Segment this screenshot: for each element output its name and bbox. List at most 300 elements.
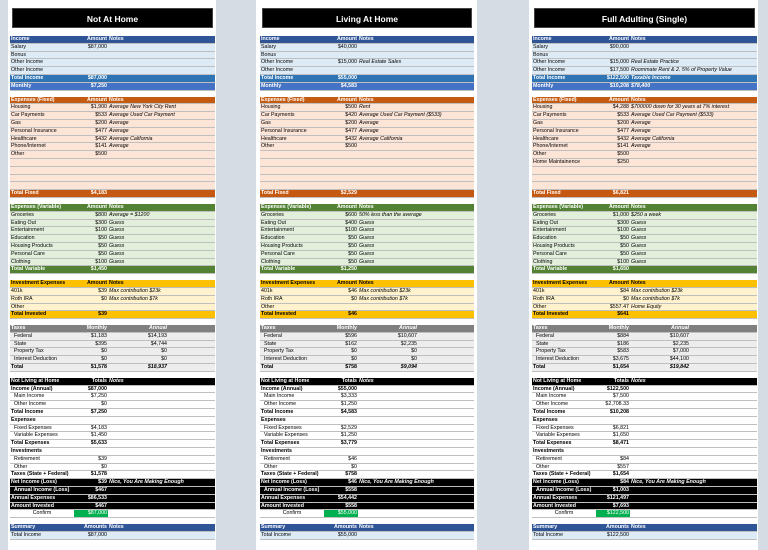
summary-row[interactable] bbox=[532, 393, 757, 401]
fixed-row[interactable] bbox=[260, 120, 474, 128]
variable-row[interactable] bbox=[532, 251, 757, 259]
label-cell: Personal Care bbox=[533, 250, 567, 257]
summary-row[interactable] bbox=[532, 401, 757, 409]
summary-row[interactable] bbox=[10, 432, 215, 440]
income-row[interactable] bbox=[10, 52, 215, 60]
note-cell: Notes bbox=[359, 96, 374, 103]
label-cell: Personal Insurance bbox=[11, 127, 57, 134]
note-cell: Notes bbox=[109, 280, 124, 287]
fixed-row[interactable] bbox=[532, 151, 757, 159]
summary-row[interactable] bbox=[260, 432, 474, 440]
invest-header bbox=[10, 280, 215, 288]
note-cell bbox=[358, 440, 474, 447]
taxes-row[interactable] bbox=[260, 356, 474, 364]
fixed-row[interactable] bbox=[260, 182, 474, 190]
label-cell bbox=[532, 175, 596, 182]
label-cell: Income bbox=[533, 36, 552, 42]
note-cell: Max contribution $23k bbox=[359, 287, 411, 294]
note-cell: Taxable Income bbox=[631, 74, 671, 81]
label-cell: Total bbox=[261, 364, 274, 371]
value-cell: $100 bbox=[95, 258, 107, 265]
value-cell bbox=[74, 175, 108, 182]
value-cell: $3,675 bbox=[612, 356, 629, 363]
value-cell: $4,583 bbox=[340, 409, 357, 416]
variable-row[interactable] bbox=[10, 235, 215, 243]
value-cell: Amount bbox=[608, 36, 629, 42]
label-cell: Total Income bbox=[533, 532, 564, 539]
invest-row[interactable] bbox=[10, 304, 215, 312]
label-cell: Federal bbox=[536, 332, 554, 339]
income-monthly bbox=[532, 83, 757, 91]
fixed-row[interactable] bbox=[532, 143, 757, 151]
value-cell: $500 bbox=[95, 151, 107, 158]
value-cell: $200 bbox=[617, 119, 629, 126]
variable-row[interactable] bbox=[10, 227, 215, 235]
summary-row[interactable] bbox=[532, 417, 757, 425]
label-cell: Main Income bbox=[264, 393, 295, 400]
label-cell: Other bbox=[261, 303, 275, 310]
label-cell: Expenses bbox=[261, 416, 286, 423]
summary-row[interactable] bbox=[10, 417, 215, 425]
value-cell: $0 bbox=[101, 348, 107, 355]
value-cell: $500 bbox=[617, 151, 629, 158]
taxes-row[interactable] bbox=[10, 356, 215, 364]
note-cell: Guess bbox=[359, 227, 375, 234]
note-cell bbox=[108, 401, 215, 408]
panel-living-at-home bbox=[260, 0, 474, 550]
label-cell: Income (Annual) bbox=[261, 385, 303, 392]
summary-row[interactable] bbox=[260, 440, 474, 448]
panel-title: Full Adulting (Single) bbox=[534, 8, 755, 28]
summary-row[interactable] bbox=[10, 456, 215, 464]
variable-row[interactable] bbox=[532, 243, 757, 251]
value-cell: Amount bbox=[336, 96, 357, 103]
taxes-row[interactable] bbox=[260, 341, 474, 349]
invest-row[interactable] bbox=[10, 296, 215, 304]
taxes-row[interactable] bbox=[532, 356, 757, 364]
note-cell bbox=[358, 432, 474, 439]
fixed-row[interactable] bbox=[10, 175, 215, 183]
summary-row[interactable] bbox=[260, 448, 474, 456]
fixed-row[interactable] bbox=[532, 128, 757, 136]
note-cell: Average bbox=[631, 143, 651, 150]
label-cell: Other Income bbox=[533, 59, 566, 66]
note-cell bbox=[108, 532, 215, 539]
income-row[interactable] bbox=[10, 59, 215, 67]
label-cell: Total Income bbox=[533, 409, 566, 416]
summary-row[interactable] bbox=[10, 401, 215, 409]
variable-row[interactable] bbox=[10, 220, 215, 228]
fixed-row[interactable] bbox=[10, 104, 215, 112]
fixed-row[interactable] bbox=[260, 151, 474, 159]
note-cell bbox=[630, 190, 757, 197]
note-cell bbox=[630, 182, 757, 189]
label-cell: Total Income bbox=[261, 74, 294, 81]
note-cell bbox=[358, 167, 474, 174]
note-cell bbox=[358, 487, 474, 494]
value-cell: $46 bbox=[348, 479, 357, 486]
value-cell bbox=[324, 159, 358, 166]
label-cell: Not Living at Home bbox=[261, 377, 310, 384]
note-cell bbox=[358, 304, 474, 311]
note-cell bbox=[358, 52, 474, 59]
fixed-total bbox=[532, 190, 757, 198]
note-cell bbox=[108, 432, 215, 439]
value-cell: $55,000 bbox=[337, 532, 357, 539]
note-cell: $4,744 bbox=[150, 340, 167, 347]
summary-footer-header bbox=[532, 524, 757, 532]
value-cell: $50 bbox=[98, 235, 107, 242]
value-cell bbox=[324, 175, 358, 182]
value-cell: $477 bbox=[95, 127, 107, 134]
variable-row[interactable] bbox=[260, 212, 474, 220]
summary-row[interactable] bbox=[532, 448, 757, 456]
summary-row[interactable] bbox=[532, 440, 757, 448]
fixed-row[interactable] bbox=[260, 143, 474, 151]
taxes-row[interactable] bbox=[260, 348, 474, 356]
summary-row[interactable] bbox=[532, 386, 757, 394]
label-cell: Roth IRA bbox=[533, 295, 555, 302]
variable-row[interactable] bbox=[260, 259, 474, 267]
variable-row[interactable] bbox=[10, 251, 215, 259]
note-cell: Guess bbox=[631, 250, 647, 257]
fixed-row[interactable] bbox=[260, 159, 474, 167]
label-cell bbox=[532, 182, 596, 189]
variable-row[interactable] bbox=[10, 243, 215, 251]
note-cell bbox=[358, 417, 474, 424]
value-cell: $40,000 bbox=[337, 43, 357, 50]
fixed-row[interactable] bbox=[260, 175, 474, 183]
fixed-row[interactable] bbox=[532, 159, 757, 167]
note-cell: Guess bbox=[109, 227, 125, 234]
note-cell: Max contribution $23k bbox=[109, 287, 161, 294]
value-cell: $758 bbox=[345, 364, 357, 371]
summary-row[interactable] bbox=[532, 409, 757, 417]
gutter-left bbox=[0, 0, 8, 550]
income-row[interactable] bbox=[10, 67, 215, 75]
value-cell bbox=[596, 175, 630, 182]
fixed-row[interactable] bbox=[532, 136, 757, 144]
label-cell: Eating Out bbox=[533, 219, 559, 226]
summary-row[interactable] bbox=[260, 393, 474, 401]
panel-title: Living At Home bbox=[262, 8, 472, 28]
value-cell: Amount bbox=[608, 280, 629, 287]
fixed-row[interactable] bbox=[10, 182, 215, 190]
label-cell: Other Income bbox=[14, 401, 47, 408]
invest-header bbox=[532, 280, 757, 288]
summary-row[interactable] bbox=[10, 393, 215, 401]
note-cell: $44,100 bbox=[669, 356, 689, 363]
fixed-row[interactable] bbox=[10, 159, 215, 167]
summary-row[interactable] bbox=[10, 409, 215, 417]
value-cell: $3,333 bbox=[340, 393, 357, 400]
value-cell: $4,288 bbox=[612, 104, 629, 111]
fixed-row[interactable] bbox=[532, 167, 757, 175]
value-cell: $0 bbox=[101, 463, 107, 470]
summary-row[interactable] bbox=[260, 456, 474, 464]
label-cell: Other bbox=[14, 463, 28, 470]
summary-dark-row bbox=[10, 503, 215, 511]
label-cell: Expenses (Variable) bbox=[533, 203, 584, 210]
note-cell bbox=[358, 151, 474, 158]
variable-row[interactable] bbox=[532, 227, 757, 235]
value-cell: $122,500 bbox=[606, 385, 629, 392]
label-cell: Interest Deduction bbox=[14, 356, 57, 363]
label-cell: Groceries bbox=[261, 211, 284, 218]
value-cell: Amount bbox=[336, 36, 357, 42]
value-cell: $1,650 bbox=[612, 266, 629, 273]
value-cell: $1,183 bbox=[90, 332, 107, 339]
value-cell: $141 bbox=[95, 143, 107, 150]
label-cell: Variable Expenses bbox=[264, 432, 308, 439]
note-cell bbox=[108, 386, 215, 393]
label-cell: Investment Expenses bbox=[533, 280, 588, 287]
fixed-row[interactable] bbox=[260, 128, 474, 136]
variable-row[interactable] bbox=[260, 227, 474, 235]
label-cell bbox=[260, 151, 324, 158]
label-cell: Other Income bbox=[533, 67, 566, 74]
invest-row[interactable] bbox=[532, 288, 757, 296]
variable-row[interactable] bbox=[532, 235, 757, 243]
fixed-row[interactable] bbox=[532, 104, 757, 112]
summary-row[interactable] bbox=[260, 425, 474, 433]
fixed-row[interactable] bbox=[532, 112, 757, 120]
variable-row[interactable] bbox=[260, 235, 474, 243]
label-cell: Housing Products bbox=[533, 242, 575, 249]
fixed-row[interactable] bbox=[10, 151, 215, 159]
label-cell: Taxes (State + Federal) bbox=[533, 471, 591, 478]
fixed-row[interactable] bbox=[10, 167, 215, 175]
label-cell: Monthly bbox=[11, 82, 32, 89]
confirm-label: Confirm bbox=[282, 510, 302, 517]
label-cell: Property Tax bbox=[14, 348, 44, 355]
fixed-row[interactable] bbox=[10, 136, 215, 144]
note-cell bbox=[108, 448, 215, 455]
note-cell: Average bbox=[359, 119, 379, 126]
income-row[interactable] bbox=[260, 52, 474, 60]
value-cell bbox=[74, 182, 108, 189]
variable-row[interactable] bbox=[532, 220, 757, 228]
value-cell: $87,000 bbox=[87, 43, 107, 50]
note-cell: Max contribution $7k bbox=[631, 295, 680, 302]
variable-row[interactable] bbox=[260, 251, 474, 259]
summary-row[interactable] bbox=[260, 417, 474, 425]
note-cell bbox=[108, 159, 215, 166]
fixed-row[interactable] bbox=[10, 143, 215, 151]
summary-row[interactable] bbox=[260, 409, 474, 417]
taxes-row[interactable] bbox=[532, 333, 757, 341]
label-cell: Bonus bbox=[11, 51, 27, 58]
taxes-row[interactable] bbox=[10, 341, 215, 349]
fixed-row[interactable] bbox=[260, 104, 474, 112]
value-cell: $300 bbox=[95, 219, 107, 226]
invest-total bbox=[260, 311, 474, 319]
invest-row[interactable] bbox=[532, 304, 757, 312]
note-cell: Guess bbox=[631, 258, 647, 265]
summary-row[interactable] bbox=[10, 425, 215, 433]
value-cell: Monthly bbox=[608, 325, 629, 332]
summary-footer-header bbox=[10, 524, 215, 532]
value-cell: $533 bbox=[617, 112, 629, 119]
label-cell: Salary bbox=[533, 43, 549, 50]
note-cell: Notes bbox=[631, 203, 646, 210]
note-cell bbox=[630, 401, 757, 408]
note-cell bbox=[630, 159, 757, 166]
summary-dark-row bbox=[10, 479, 215, 487]
value-cell: $50 bbox=[348, 242, 357, 249]
note-cell: $18,937 bbox=[147, 364, 167, 371]
value-cell: $122,500 bbox=[606, 74, 629, 81]
value-cell bbox=[74, 159, 108, 166]
income-row[interactable] bbox=[532, 59, 757, 67]
label-cell: Annual Income (Loss) bbox=[264, 487, 320, 494]
taxes-row[interactable] bbox=[532, 348, 757, 356]
summary-row[interactable] bbox=[10, 471, 215, 479]
label-cell: Investment Expenses bbox=[11, 280, 66, 287]
fixed-row[interactable] bbox=[260, 167, 474, 175]
summary-header bbox=[10, 378, 215, 386]
fixed-row[interactable] bbox=[532, 175, 757, 183]
note-cell: Notes bbox=[359, 36, 374, 42]
variable-row[interactable] bbox=[532, 212, 757, 220]
variable-row[interactable] bbox=[10, 259, 215, 267]
note-cell bbox=[630, 495, 757, 502]
variable-row[interactable] bbox=[260, 243, 474, 251]
summary-row[interactable] bbox=[532, 456, 757, 464]
value-cell: $2,529 bbox=[340, 190, 357, 197]
note-cell: Nice, You Are Making Enough bbox=[631, 479, 706, 486]
note-cell: Average bbox=[109, 119, 129, 126]
value-cell bbox=[596, 167, 630, 174]
note-cell bbox=[108, 59, 215, 66]
value-cell: $0 bbox=[101, 356, 107, 363]
value-cell: $1,650 bbox=[612, 432, 629, 439]
income-row[interactable] bbox=[260, 59, 474, 67]
note-cell: Annual bbox=[399, 325, 417, 332]
value-cell: Monthly bbox=[86, 325, 107, 332]
value-cell: Amount bbox=[336, 203, 357, 210]
taxes-row[interactable] bbox=[10, 333, 215, 341]
taxes-header bbox=[10, 325, 215, 333]
taxes-row[interactable] bbox=[532, 341, 757, 349]
value-cell: $46 bbox=[348, 311, 357, 318]
note-cell bbox=[108, 471, 215, 478]
label-cell bbox=[10, 159, 74, 166]
fixed-row[interactable] bbox=[532, 182, 757, 190]
taxes-row[interactable] bbox=[260, 333, 474, 341]
value-cell: $46 bbox=[348, 455, 357, 462]
summary-row[interactable] bbox=[260, 401, 474, 409]
note-cell: Average Used Car Payment ($533) bbox=[631, 112, 714, 119]
summary-row[interactable] bbox=[10, 386, 215, 394]
value-cell bbox=[596, 182, 630, 189]
summary-row[interactable] bbox=[532, 432, 757, 440]
invest-row[interactable] bbox=[260, 288, 474, 296]
note-cell: Average Used Car Payment ($533) bbox=[359, 112, 442, 119]
variable-row[interactable] bbox=[532, 259, 757, 267]
value-cell: $121,497 bbox=[606, 494, 629, 501]
label-cell: Annual Expenses bbox=[261, 494, 306, 501]
note-cell: Rent bbox=[359, 104, 371, 111]
fixed-row[interactable] bbox=[10, 120, 215, 128]
fixed-row[interactable] bbox=[532, 120, 757, 128]
label-cell: State bbox=[264, 340, 277, 347]
label-cell: Entertainment bbox=[261, 227, 294, 234]
note-cell bbox=[358, 175, 474, 182]
invest-row[interactable] bbox=[532, 296, 757, 304]
taxes-row[interactable] bbox=[10, 348, 215, 356]
summary-dark-row bbox=[260, 503, 474, 511]
note-cell: Max contribution $23k bbox=[631, 287, 683, 294]
fixed-row[interactable] bbox=[10, 128, 215, 136]
note-cell: Average = $1200 bbox=[109, 211, 150, 218]
note-cell: Guess bbox=[109, 219, 125, 226]
value-cell: $432 bbox=[345, 135, 357, 142]
note-cell bbox=[630, 44, 757, 51]
income-row[interactable] bbox=[10, 44, 215, 52]
value-cell: Amount bbox=[608, 203, 629, 210]
note-cell: Annual bbox=[149, 325, 167, 332]
summary-row[interactable] bbox=[532, 464, 757, 472]
label-cell: Summary bbox=[261, 524, 286, 531]
panel-title: Not At Home bbox=[12, 8, 213, 28]
note-cell bbox=[358, 190, 474, 197]
value-cell: $186 bbox=[617, 340, 629, 347]
label-cell: Total Income bbox=[533, 74, 566, 81]
invest-row[interactable] bbox=[260, 304, 474, 312]
invest-row[interactable] bbox=[260, 296, 474, 304]
income-row[interactable] bbox=[260, 67, 474, 75]
value-cell: $122,500 bbox=[606, 532, 629, 539]
income-row[interactable] bbox=[532, 67, 757, 75]
label-cell: Car Payments bbox=[533, 112, 567, 119]
summary-row[interactable] bbox=[260, 464, 474, 472]
summary-row[interactable] bbox=[260, 386, 474, 394]
variable-row[interactable] bbox=[10, 212, 215, 220]
value-cell: $141 bbox=[617, 143, 629, 150]
value-cell: $1,250 bbox=[340, 266, 357, 273]
value-cell: $477 bbox=[617, 127, 629, 134]
fixed-row[interactable] bbox=[260, 136, 474, 144]
fixed-row[interactable] bbox=[260, 112, 474, 120]
summary-dark-row bbox=[532, 503, 757, 511]
summary-row[interactable] bbox=[10, 440, 215, 448]
variable-header bbox=[260, 204, 474, 212]
summary-row[interactable] bbox=[260, 471, 474, 479]
summary-row[interactable] bbox=[532, 471, 757, 479]
invest-row[interactable] bbox=[10, 288, 215, 296]
income-row[interactable] bbox=[532, 44, 757, 52]
value-cell: Amount bbox=[86, 96, 107, 103]
note-cell bbox=[630, 440, 757, 447]
summary-row[interactable] bbox=[10, 464, 215, 472]
value-cell: $0 bbox=[351, 463, 357, 470]
variable-row[interactable] bbox=[260, 220, 474, 228]
value-cell: $1,654 bbox=[612, 364, 629, 371]
income-row[interactable] bbox=[260, 44, 474, 52]
label-cell: Expenses (Variable) bbox=[261, 203, 312, 210]
fixed-row[interactable] bbox=[10, 112, 215, 120]
income-row[interactable] bbox=[532, 52, 757, 60]
summary-footer-row bbox=[10, 532, 215, 540]
summary-row[interactable] bbox=[10, 448, 215, 456]
label-cell bbox=[532, 167, 596, 174]
note-cell bbox=[630, 409, 757, 416]
label-cell: State bbox=[14, 340, 27, 347]
summary-row[interactable] bbox=[532, 425, 757, 433]
note-cell: Notes bbox=[359, 524, 374, 531]
label-cell: Total Income bbox=[11, 532, 42, 539]
